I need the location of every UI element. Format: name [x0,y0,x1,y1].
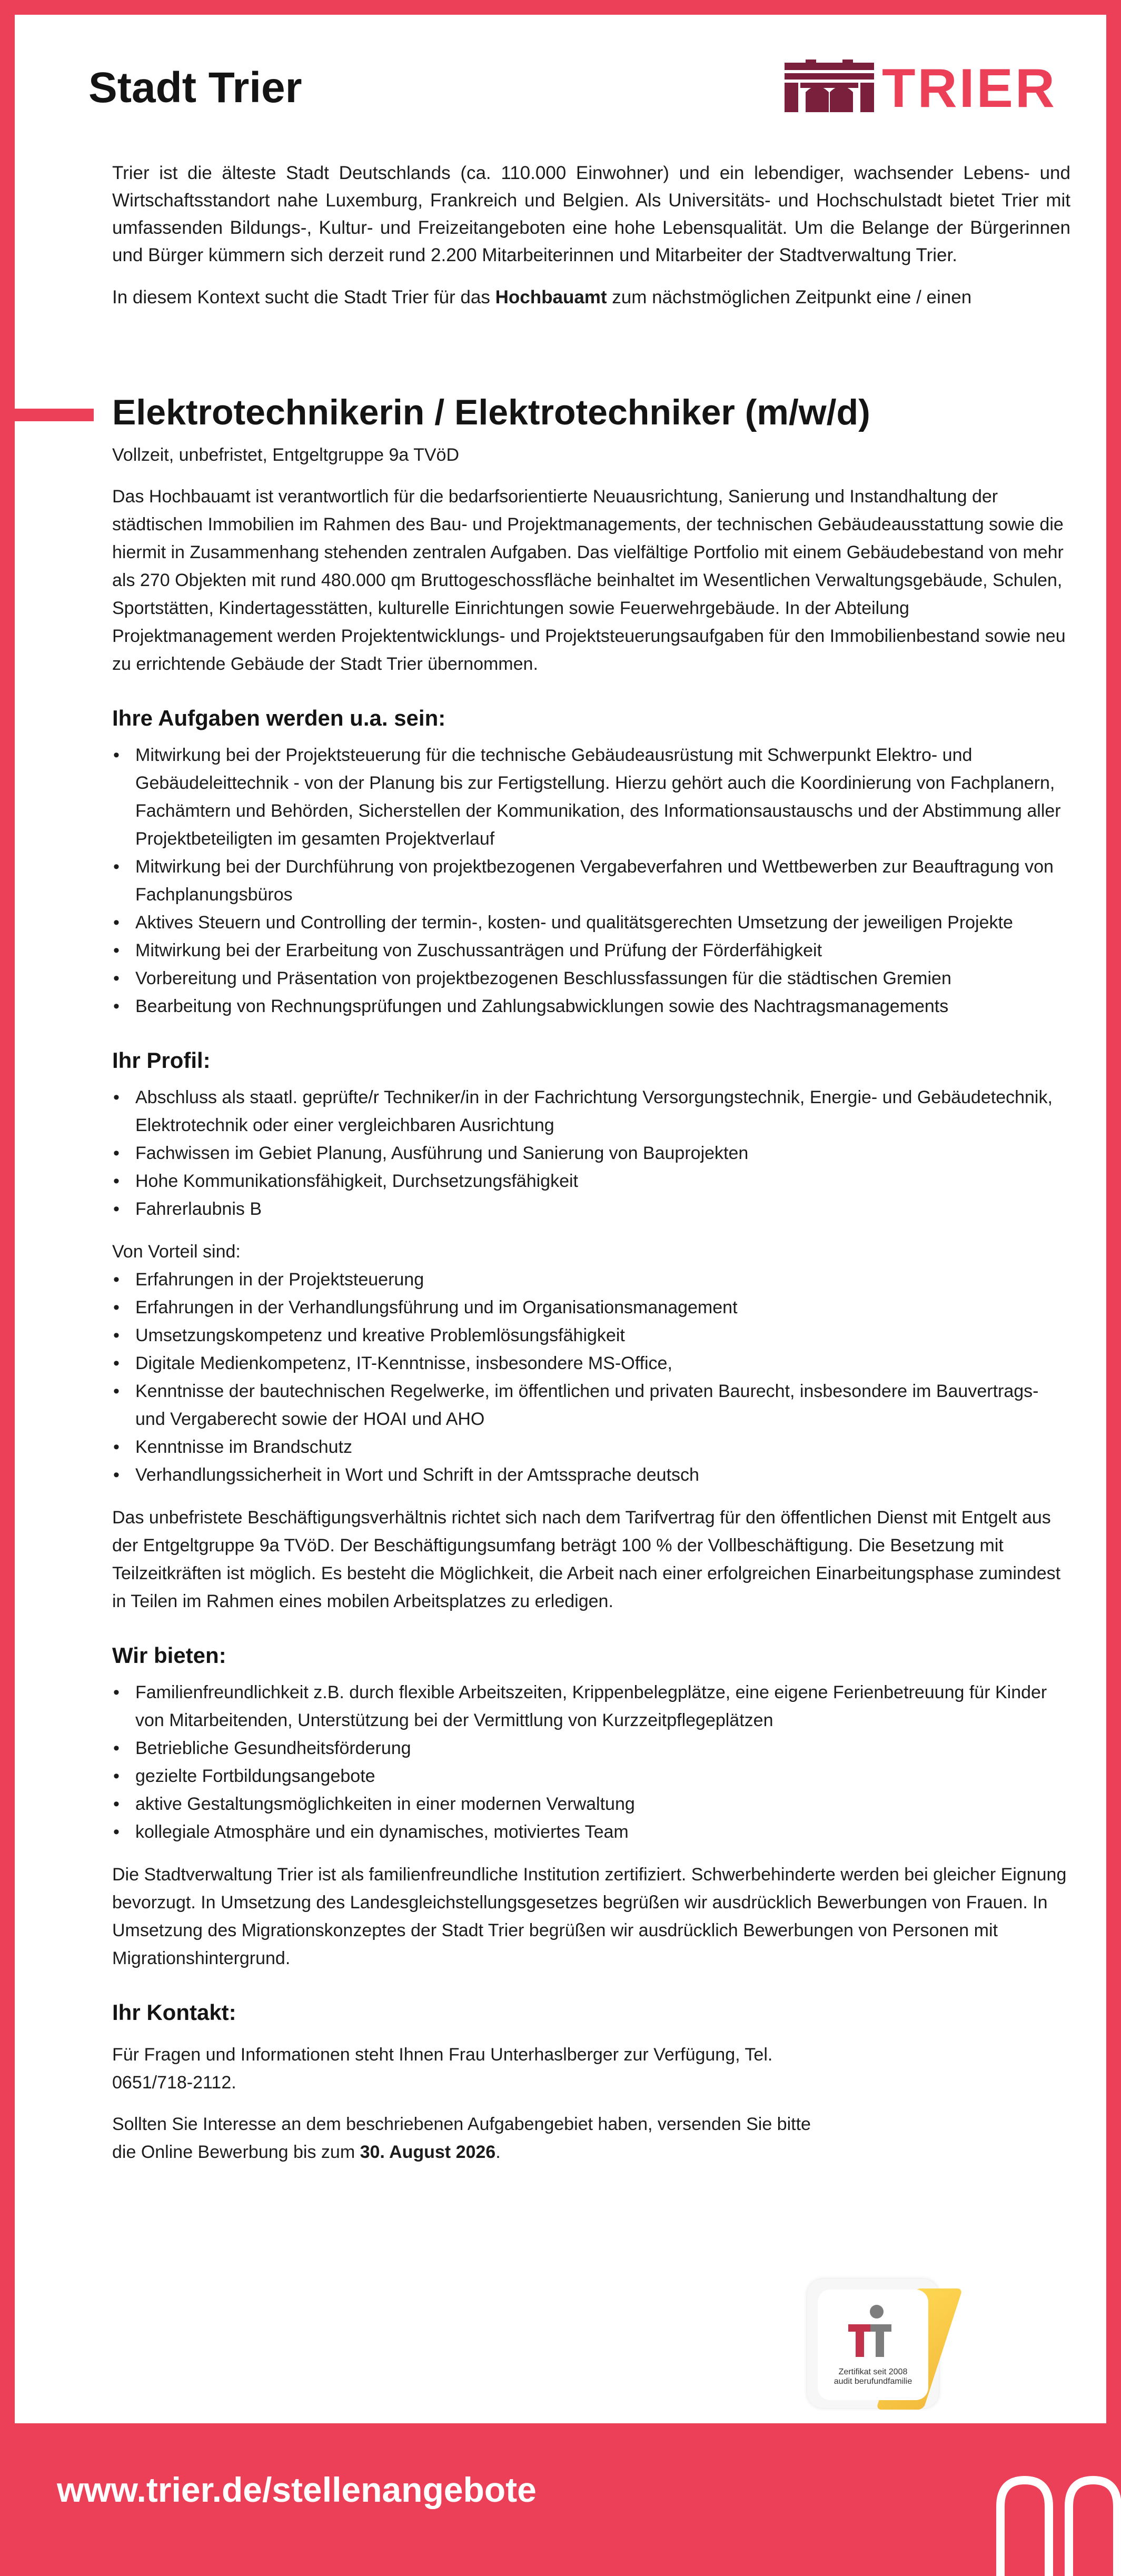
tasks-heading: Ihre Aufgaben werden u.a. sein: [112,706,446,730]
application-text: Sollten Sie Interesse an dem beschriebenen Aufgabengebiet haben, versenden Sie bitte die Online Bewerbung bis zum [112,2114,811,2162]
audit-certificate-badge [807,2279,939,2408]
title-accent-bar [15,409,94,421]
logo-wordmark: TRIER [882,58,1057,119]
contact-info: Für Fragen und Informationen steht Ihnen Frau Unterhaslberger zur Verfügung, Tel. 0651/718-2112. [112,2045,773,2093]
intro-context-suffix: zum nächstmöglichen Zeitpunkt eine / einen [607,287,972,308]
intro-context-paragraph [112,284,1070,311]
advantage-list-b [112,1378,1070,1489]
list-item: • Bearbeitung von Rechnungsprüfungen und Zahlungsabwicklungen sowie des Nachtragsmanagements [112,993,1070,1021]
city-name-heading: Stadt Trier [88,64,302,112]
contact-heading: Ihr Kontakt: [112,2000,236,2025]
contact-block [112,2041,823,2166]
list-item: • Erfahrungen in der Projektsteuerung [112,1266,1070,1294]
intro-paragraph: Trier ist die älteste Stadt Deutschlands (ca. 110.000 Einwohner) und ein lebendiger, wachsender Lebens- und Wirtschaftsstandort nahe Luxemburg, Frankreich und Belgien. Als Universitäts- und Hochschulstadt bietet Trier mit umfassenden Bildungs-, Kultur- und Freizeitangeboten eine hohe Lebensqualität. Um die Belange der Bürgerinnen und Bürger kümmern sich derzeit rund 2.200 Mitarbeiterinnen und Mitarbeiter der Stadtverwaltung Trier. [112,163,1070,265]
list-item: • Mitwirkung bei der Erarbeitung von Zuschussanträgen und Prüfung der Förderfähigkeit [112,937,1070,965]
list-item: • gezielte Fortbildungsangebote [112,1762,1070,1790]
list-item: • Verhandlungssicherheit in Wort und Schrift in der Amtssprache deutsch [112,1461,1070,1489]
department-name: Hochbauamt [495,287,607,308]
job-posting-sheet [15,15,1106,2423]
profile-heading: Ihr Profil: [112,1048,211,1073]
list-item: • Fahrerlaubnis B [112,1195,1070,1223]
list-item: • Mitwirkung bei der Durchführung von projektbezogenen Vergabeverfahren und Wettbewerben zur Beauftragung von Fachplanungsbüros [112,853,1070,909]
advantage-list-a [112,1266,1070,1378]
application-deadline-text [112,2111,823,2166]
certificate-card [818,2290,928,2400]
offer-list [112,1679,1070,1846]
list-item: • Vorbereitung und Präsentation von projektbezogenen Beschlussfassungen für die städtischen Gremien [112,965,1070,993]
list-item: • Hohe Kommunikationsfähigkeit, Durchsetzungsfähigkeit [112,1167,1070,1195]
footer-url-link[interactable]: www.trier.de/stellenangebote [57,2470,537,2509]
intro-context-text: In diesem Kontext sucht die Stadt Trier für das [112,287,495,308]
job-meta: Vollzeit, unbefristet, Entgeltgruppe 9a TVöD [112,445,459,465]
tasks-list [112,741,1070,1021]
job-description: Das Hochbauamt ist verantwortlich für die bedarfsorientierte Neuausrichtung, Sanierung und Instandhaltung der städtischen Immobilien im Rahmen des Bau- und Projektmanagements, der technischen Gebäudeausstattung sowie die hiermit in Zusammenhang stehenden zentralen Aufgaben. Das vielfältige Portfolio mit einem Gebäudebestand von mehr als 270 Objekten mit rund 480.000 qm Bruttogeschossfläche beinhaltet im Wesentlichen Verwaltungsgebäude, Schulen, Sportstätten, Kindertagesstätten, kulturelle Einrichtungen sowie Feuerwehrgebäude. In der Abteilung Projektmanagement werden Projektentwicklungs- und Projektsteuerungsaufgaben für den Immobilienbestand sowie neu zu errichtende Gebäude der Stadt Trier übernommen. [112,487,1066,674]
list-item: • kollegiale Atmosphäre und ein dynamisches, motiviertes Team [112,1818,1070,1846]
certificate-line-2: audit berufundfamilie [834,2377,912,2386]
audit-logo-icon [818,2290,928,2369]
application-text-end: . [495,2142,501,2162]
application-deadline: 30. August 2026 [360,2142,496,2162]
list-item: • Kenntnisse im Brandschutz [112,1433,1070,1461]
list-item: • aktive Gestaltungsmöglichkeiten in einer modernen Verwaltung [112,1790,1070,1818]
list-item: • Umsetzungskompetenz und kreative Problemlösungsfähigkeit [112,1322,1070,1350]
list-item: • Digitale Medienkompetenz, IT-Kenntnisse, insbesondere MS-Office, [112,1350,1070,1378]
trier-logo [785,60,1058,117]
offer-heading: Wir bieten: [112,1643,226,1668]
diversity-note: Die Stadtverwaltung Trier ist als familienfreundliche Institution zertifiziert. Schwerbehinderte werden bei gleicher Eignung bevorzugt. In Umsetzung des Landesgleichstellungsgesetzes begrüßen wir ausdrücklich Bewerbungen von Frauen. In Umsetzung des Migrationskonzeptes der Stadt Trier begrüßen wir ausdrücklich Bewerbungen von Personen mit Migrationshintergrund. [112,1865,1067,1968]
certificate-line-1: Zertifikat seit 2008 [838,2367,908,2376]
advantage-label: Von Vorteil sind: [112,1242,241,1262]
list-item: • Betriebliche Gesundheitsförderung [112,1735,1070,1762]
job-title: Elektrotechnikerin / Elektrotechniker (m/w/d) [112,392,870,432]
profile-list [112,1084,1070,1223]
main-section [112,386,1070,2166]
list-item: • Abschluss als staatl. geprüfte/r Techniker/in in der Fachrichtung Versorgungstechnik, Energie- und Gebäudetechnik, Elektrotechnik oder einer vergleichbaren Ausrichtung [112,1084,1070,1140]
list-item: • Aktives Steuern und Controlling der termin-, kosten- und qualitätsgerechten Umsetzung der jeweiligen Projekte [112,909,1070,937]
list-item: • Kenntnisse der bautechnischen Regelwerke, im öffentlichen und privaten Baurecht, insbesondere im Bauvertrags- und Vergaberecht sowie der HOAI und AHO [112,1378,1070,1433]
employment-note: Das unbefristete Beschäftigungsverhältnis richtet sich nach dem Tarifvertrag für den öffentlichen Dienst mit Entgelt aus der Entgeltgruppe 9a TVöD. Der Beschäftigungsumfang beträgt 100 % der Vollbeschäftigung. Die Besetzung mit Teilzeitkräften ist möglich. Es besteht die Möglichkeit, die Arbeit nach einer erfolgreichen Einarbeitungsphase zumindest in Teilen im Rahmen eines mobilen Arbeitsplatzes zu erledigen. [112,1508,1061,1611]
list-item: • Erfahrungen in der Verhandlungsführung und im Organisationsmanagement [112,1294,1070,1322]
list-item: • Familienfreundlichkeit z.B. durch flexible Arbeitszeiten, Krippenbelegplätze, eine eigene Ferienbetreuung für Kinder von Mitarbeitenden, Unterstützung bei der Vermittlung von Kurzzeitpflegeplätzen [112,1679,1070,1735]
list-item: • Mitwirkung bei der Projektsteuerung für die technische Gebäudeausrüstung mit Schwerpunkt Elektro- und Gebäudeleittechnik - von der Planung bis zur Fertigstellung. Hierzu gehört auch die Koordinierung von Fachplanern, Fachämtern und Behörden, Sicherstellen der Kommunikation, des Informationsaustauschs und der Abstimmung aller Projektbeteiligten im gesamten Projektverlauf [112,741,1070,853]
list-item: • Fachwissen im Gebiet Planung, Ausführung und Sanierung von Bauprojekten [112,1140,1070,1167]
intro-section [112,160,1070,311]
porta-nigra-icon [785,60,874,112]
arch-outline-icon [994,2470,1121,2576]
